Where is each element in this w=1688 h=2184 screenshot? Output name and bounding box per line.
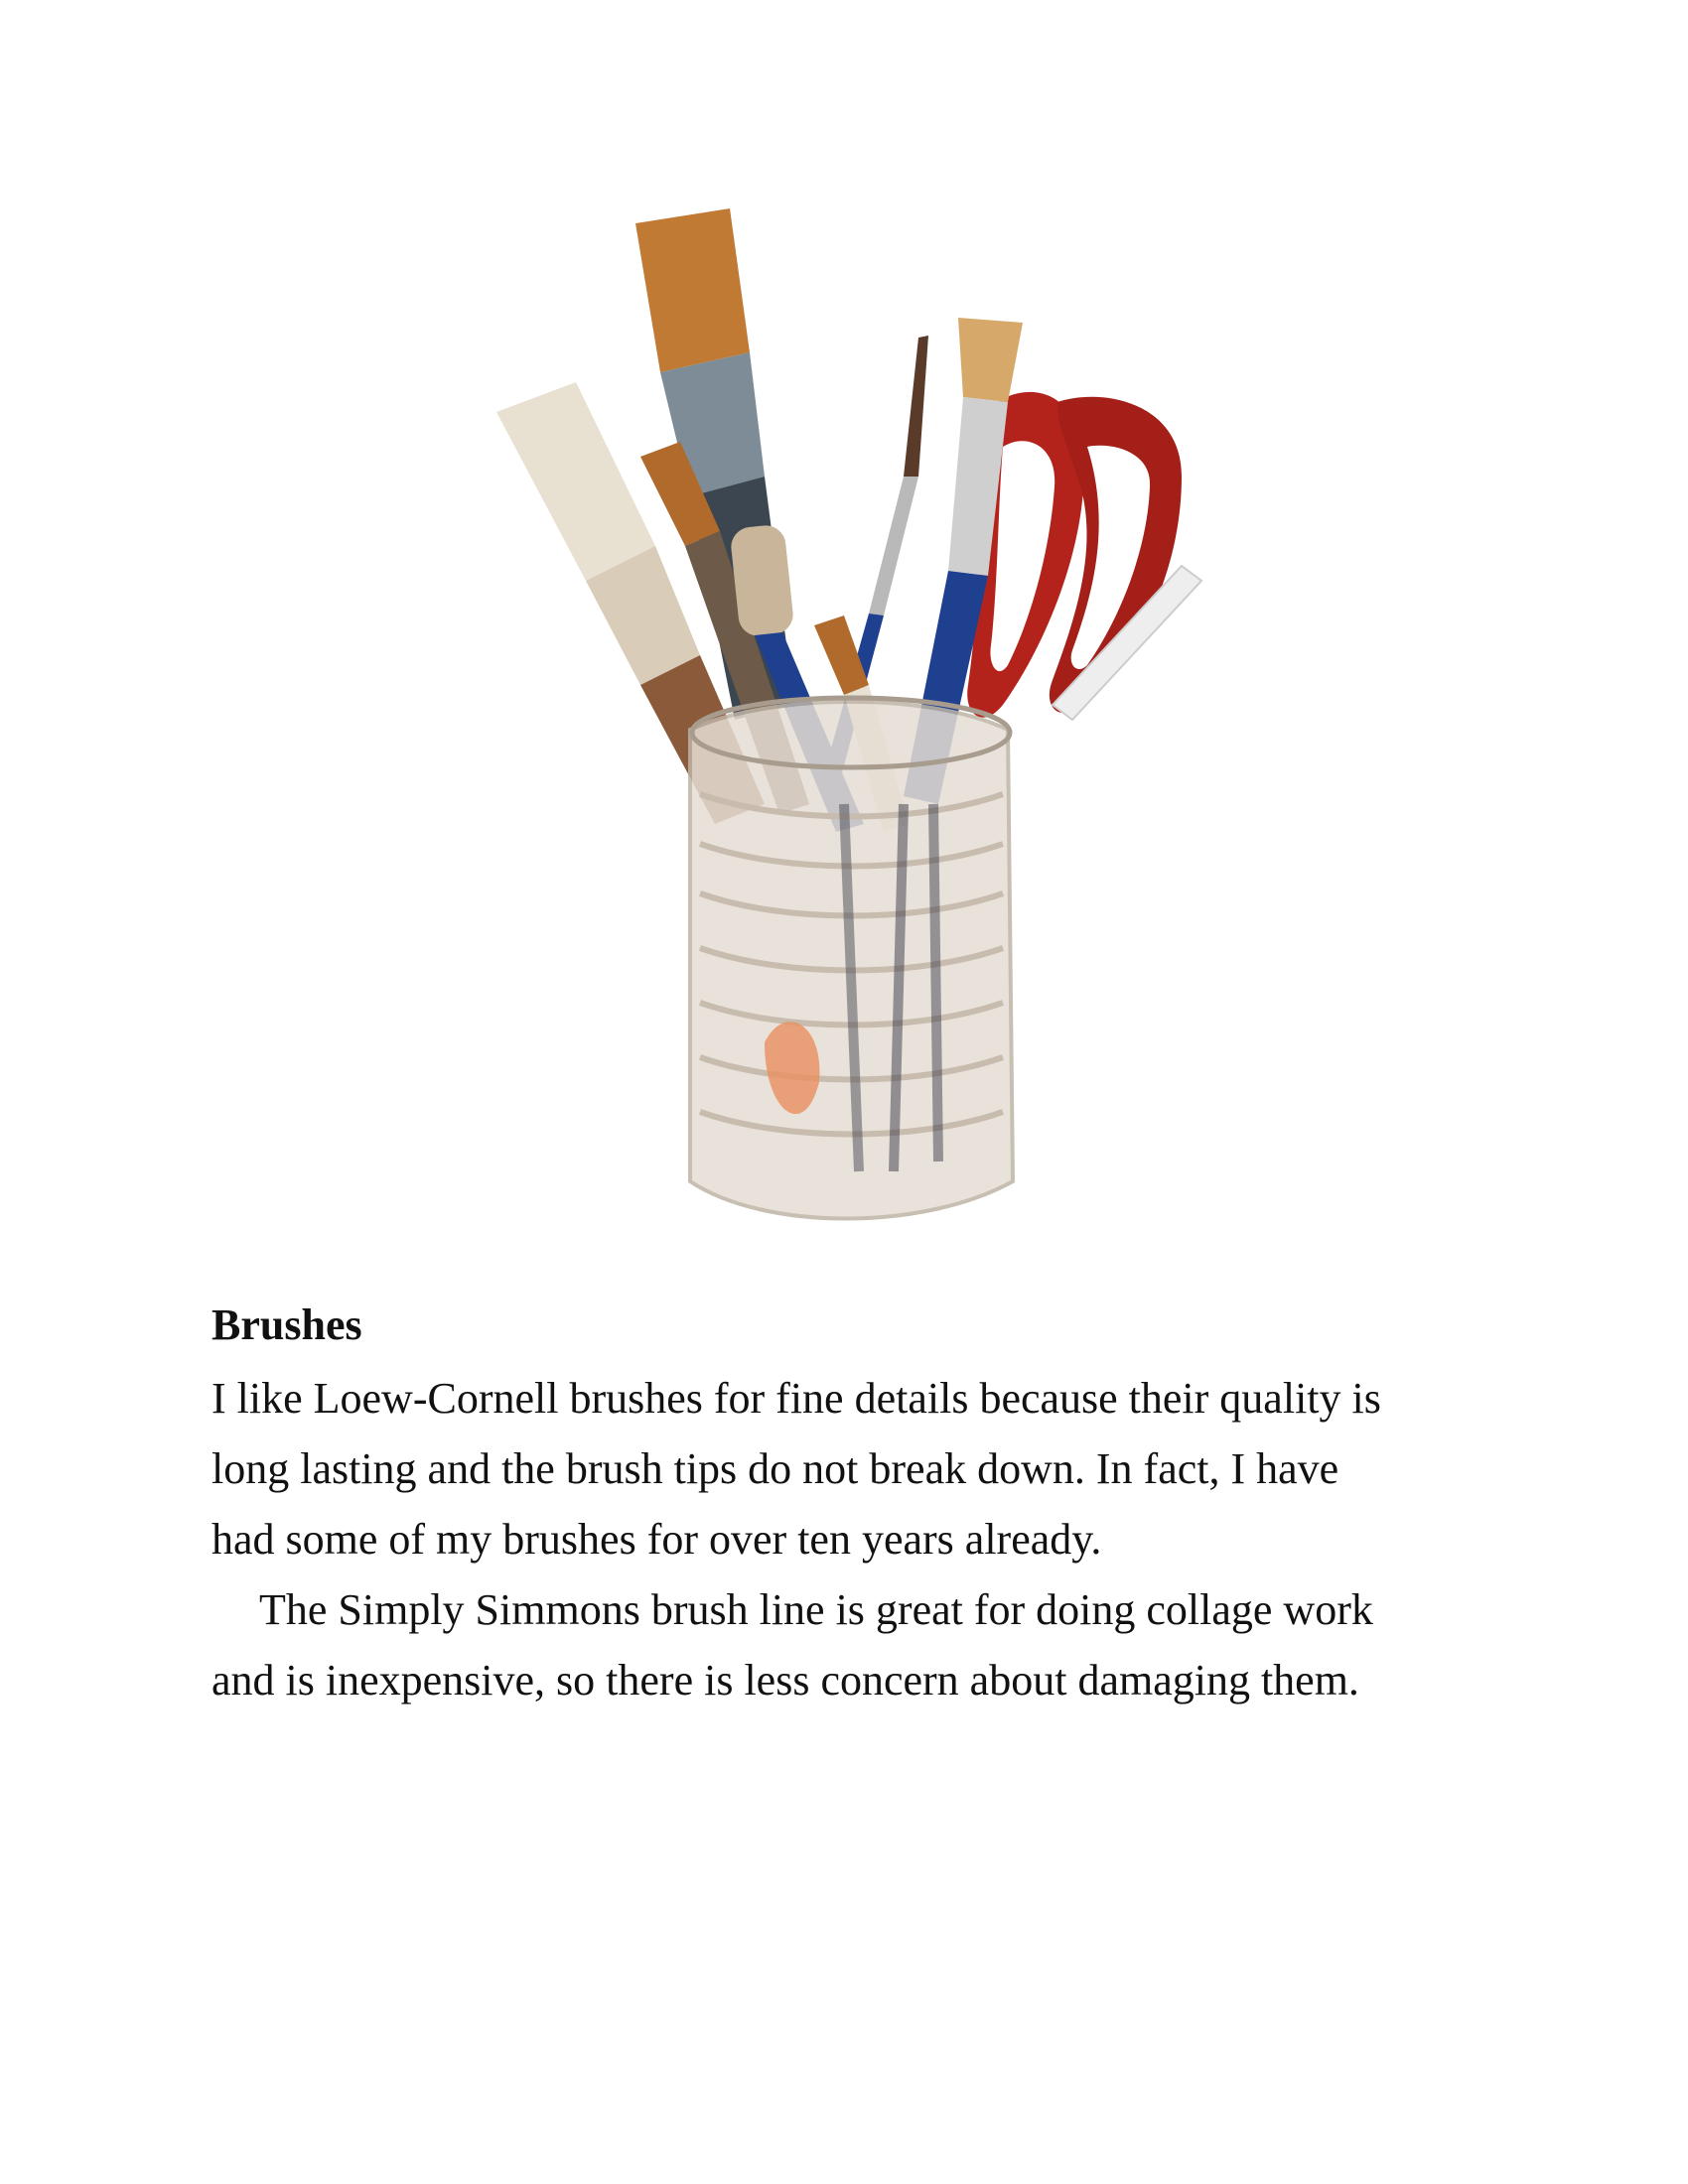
paragraph-1-line-1: I like Loew-Cornell brushes for fine details because their quality is [211,1374,1381,1423]
paragraph-2-line-1: The Simply Simmons brush line is great for doing collage work [259,1585,1373,1634]
brushes-section [211,1296,1502,1715]
paragraph-1-line-2: long lasting and the brush tips do not break down. In fact, I have [211,1444,1339,1493]
section-heading: Brushes [211,1300,362,1349]
glass-jar [690,698,1013,1219]
paragraph-1-line-3: had some of my brushes for over ten years already. [211,1515,1102,1564]
brushes-jar-photo [467,189,1221,1231]
paragraph-2-line-2: and is inexpensive, so there is less concern about damaging them. [211,1656,1359,1705]
